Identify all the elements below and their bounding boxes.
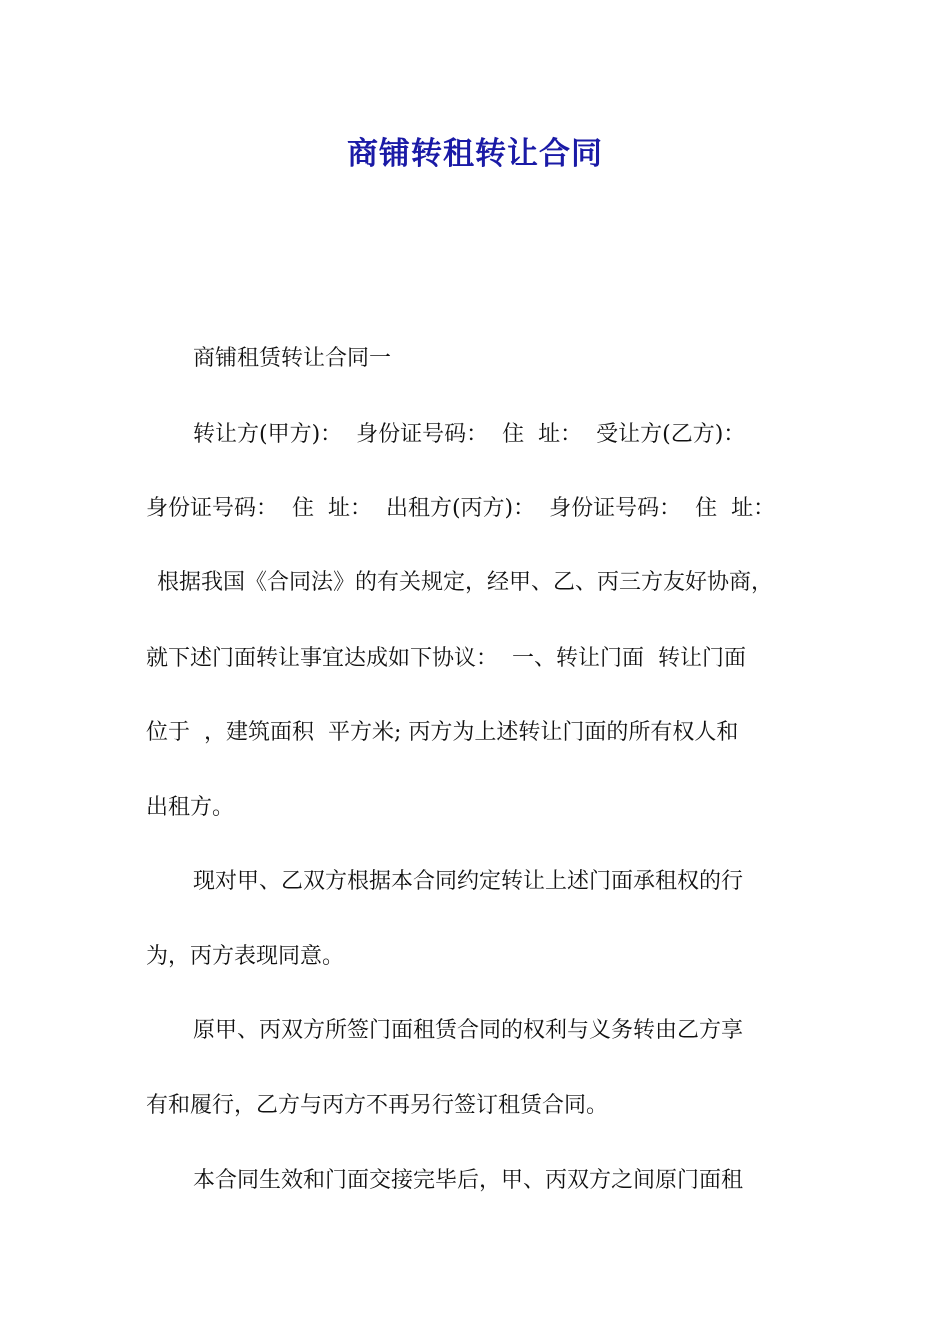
- contract-heading: 商铺租赁转让合同一: [193, 346, 392, 371]
- document-title: 商铺转租转让合同: [347, 136, 603, 172]
- paragraph-line: 本合同生效和门面交接完毕后，甲、丙双方之间原门面租: [193, 1168, 744, 1193]
- paragraph-line: 有和履行，乙方与丙方不再另行签订租赁合同。: [146, 1093, 609, 1118]
- paragraph-line: 原甲、丙双方所签门面租赁合同的权利与义务转由乙方享: [193, 1018, 744, 1043]
- paragraph-line: 出租方。: [146, 795, 235, 820]
- paragraph-line: 位于 ，建筑面积 平方米; 丙方为上述转让门面的所有权人和: [146, 720, 739, 745]
- paragraph-line: 现对甲、乙双方根据本合同约定转让上述门面承租权的行: [193, 869, 744, 894]
- paragraph-line: 就下述门面转让事宜达成如下协议： 一、转让门面 转让门面: [146, 646, 746, 671]
- paragraph-line: 根据我国《合同法》的有关规定，经甲、乙、丙三方友好协商，: [157, 570, 774, 595]
- paragraph-line: 转让方(甲方)： 身份证号码： 住 址： 受让方(乙方)：: [193, 422, 746, 447]
- paragraph-line: 为，丙方表现同意。: [146, 944, 345, 969]
- paragraph-line: 身份证号码： 住 址： 出租方(丙方)： 身份证号码： 住 址：: [146, 496, 776, 521]
